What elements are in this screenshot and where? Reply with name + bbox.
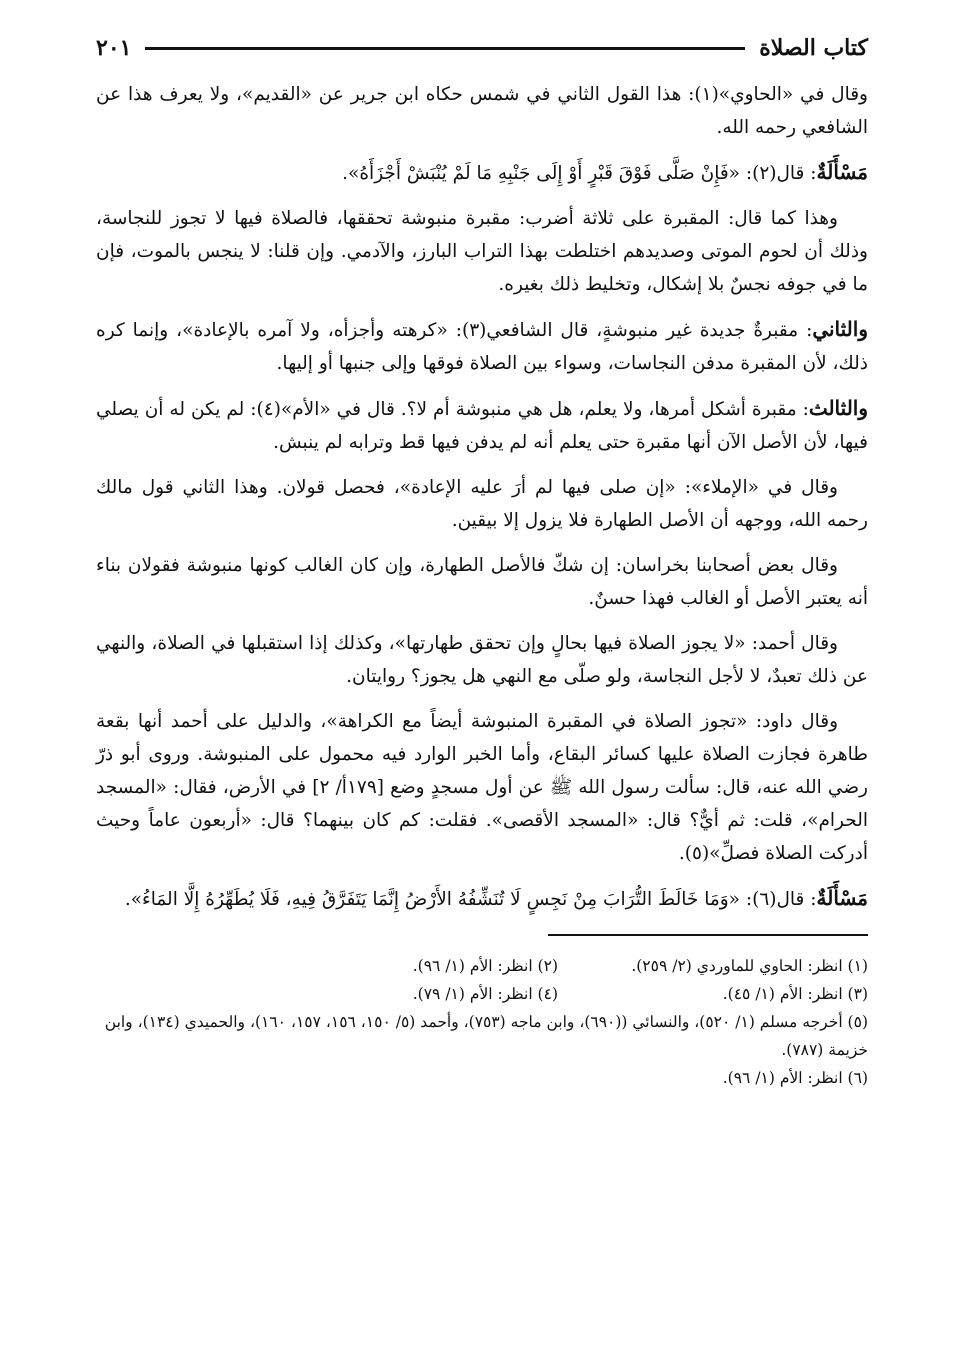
paragraph bbox=[96, 882, 868, 916]
paragraph bbox=[96, 705, 868, 870]
footnote: (١) انظر: الحاوي للماوردي (٢/ ٢٥٩). bbox=[631, 957, 868, 975]
paragraph-text: وقال داود: «تجوز الصلاة في المقبرة المنبوشة أيضاً مع الكراهة»، والدليل على أحمد أنها بقعة طاهرة فجازت الصلاة عليها كسائر البقاع، وأما الخبر الوارد فيه محمول على المنبوشة. وروى أبو ذرّ رضي الله عنه، قال: سألت رسول الله ﷺ عن أول مسجدٍ وضع [١٧٩أ/ ٢] في الأرض، فقال: «المسجد الحرام»، قلت: ثم أيٌّ؟ قال: «المسجد الأقصى». فقلت: كم كان بينهما؟ قال: «أربعون عاماً وحيث أدركت الصلاة فصلِّ»(٥). bbox=[96, 711, 868, 864]
footnote-row bbox=[96, 952, 868, 980]
page-header bbox=[96, 30, 868, 66]
footnote: (٢) انظر: الأم (١/ ٩٦). bbox=[412, 957, 558, 975]
chapter-title: كتاب الصلاة bbox=[759, 35, 868, 61]
paragraph-lead: مَسْأَلَةٌ bbox=[816, 886, 868, 910]
paragraph bbox=[96, 156, 868, 190]
paragraph-text: : قال(٢): «فَإِنْ صَلَّى فَوْقَ قَبْرٍ أَوْ إِلَى جَنْبِهِ مَا لَمْ يُنْبَشْ أَجْزَأَهُ». bbox=[342, 163, 817, 184]
page-number: ٢٠١ bbox=[96, 35, 132, 61]
paragraph-text: وقال أحمد: «لا يجوز الصلاة فيها بحالٍ وإن تحقق طهارتها»، وكذلك إذا استقبلها في الصلاة، والنهي عن ذلك تعبدٌ، لا لأجل النجاسة، ولو صلّى مع النهي هل يجوز؟ روايتان. bbox=[96, 633, 868, 687]
paragraph bbox=[96, 392, 868, 459]
header-rule bbox=[145, 47, 745, 50]
paragraph bbox=[96, 313, 868, 380]
paragraph-text: : مقبرةٌ جديدة غير منبوشةٍ، قال الشافعي(٣): «كرهته وأجزأه، ولا آمره بالإعادة»، وإنما كره ذلك، لأن المقبرة مدفن النجاسات، وسواء بين الصلاة فوقها وإلى جنبها أو إليها. bbox=[96, 320, 868, 374]
paragraph-lead: والثالث bbox=[808, 396, 868, 420]
footnote: (٤) انظر: الأم (١/ ٧٩). bbox=[412, 985, 558, 1003]
footnote: (٣) انظر: الأم (١/ ٤٥). bbox=[722, 985, 868, 1003]
main-text bbox=[96, 78, 868, 916]
paragraph-text: وهذا كما قال: المقبرة على ثلاثة أضرب: مقبرة منبوشة تحققها، فالصلاة فيها لا تجوز للنجاسة، وذلك أن لحوم الموتى وصديدهم اختلطت بهذا التراب البارز، والآدمي. وإن قلنا: لا ينجس بالموت، فإن ما في جوفه نجسٌ بلا إشكال، وتخليط ذلك بغيره. bbox=[96, 208, 868, 295]
paragraph-lead: مَسْأَلَةٌ bbox=[816, 160, 868, 184]
footnotes bbox=[96, 952, 868, 1092]
paragraph bbox=[96, 549, 868, 615]
paragraph bbox=[96, 627, 868, 693]
footnote-row bbox=[96, 980, 868, 1008]
footnote: (٥) أخرجه مسلم (١/ ٥٢٠)، والنسائي ((٦٩٠)، وابن ماجه (٧٥٣)، وأحمد (٥/ ١٥٠، ١٥٦، ١٥٧، ١٦٠)، والحميدي (١٣٤)، وابن خزيمة (٧٨٧). bbox=[104, 1013, 868, 1059]
paragraph bbox=[96, 202, 868, 301]
paragraph-text: وقال في «الحاوي»(١): هذا القول الثاني في شمس حكاه ابن جرير عن «القديم»، ولا يعرف هذا عن الشافعي رحمه الله. bbox=[96, 84, 868, 138]
footnote: (٦) انظر: الأم (١/ ٩٦). bbox=[722, 1069, 868, 1087]
paragraph-text: وقال في «الإملاء»: «إن صلى فيها لم أرَ عليه الإعادة»، فحصل قولان. وهذا الثاني قول مالك رحمه الله، ووجهه أن الأصل الطهارة فلا يزول إلا بيقين. bbox=[96, 477, 868, 531]
paragraph bbox=[96, 471, 868, 537]
paragraph-lead: والثاني bbox=[812, 317, 868, 341]
paragraph-text: : مقبرة أشكل أمرها، ولا يعلم، هل هي منبوشة أم لا؟. قال في «الأم»(٤): لم يكن له أن يصلي فيها، لأن الأصل الآن أنها مقبرة حتى يعلم أنه لم يدفن فيها قط وترابه لم ينبش. bbox=[96, 399, 868, 453]
paragraph-text: : قال(٦): «وَمَا خَالَطَ التُّرَابَ مِنْ نَجِسٍ لَا تُنَشِّفُهُ الأَرْضُ إِنَّمَا يَتَفَرَّقُ فِيهِ، فَلَا يُطَهِّرُهُ إِلَّا المَاءُ». bbox=[124, 889, 817, 910]
footnote-divider bbox=[548, 934, 868, 936]
paragraph bbox=[96, 78, 868, 144]
paragraph-text: وقال بعض أصحابنا بخراسان: إن شكّ فالأصل الطهارة، وإن كان الغالب كونها منبوشة فقولان بناء أنه يعتبر الأصل أو الغالب فهذا حسنٌ. bbox=[96, 555, 868, 609]
